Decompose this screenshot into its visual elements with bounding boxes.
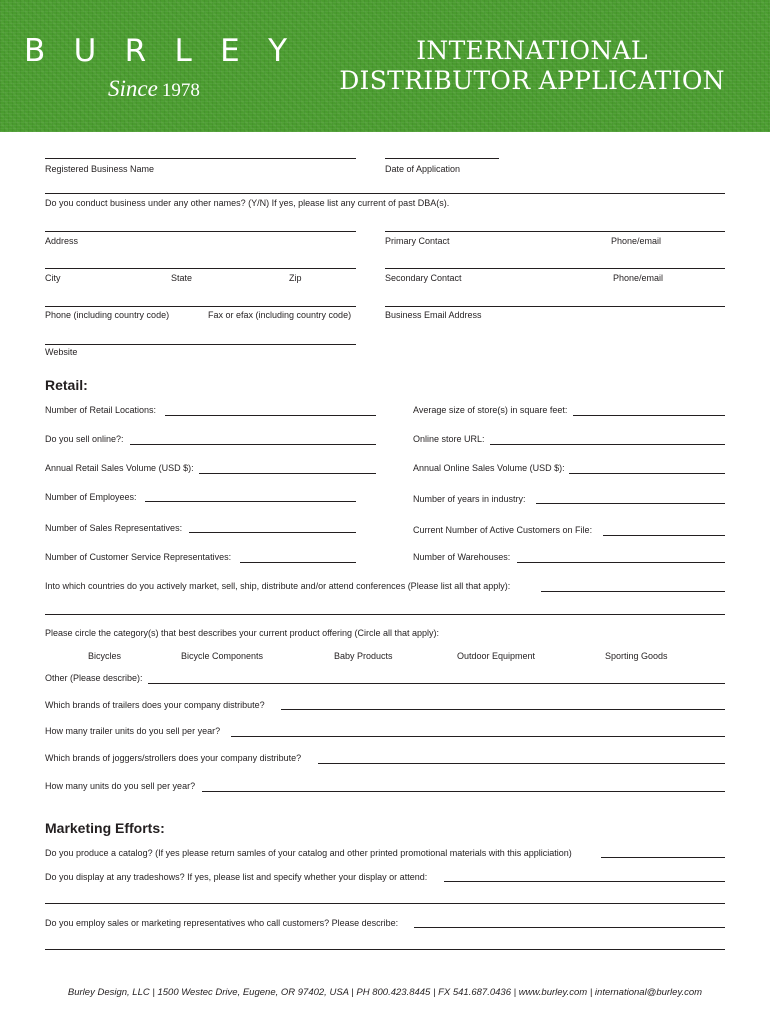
retail-locations-field[interactable] [165,415,376,416]
reps-field[interactable] [414,927,725,928]
trailer-units-label: How many trailer units do you sell per year? [45,726,221,736]
city-state-zip-field[interactable] [45,268,356,269]
countries-field[interactable] [541,591,725,592]
trailer-brands-label: Which brands of trailers does your company distribute? [45,700,265,710]
online-volume-field[interactable] [569,473,725,474]
store-url-label: Online store URL: [413,434,485,444]
tradeshows-field-2[interactable] [45,903,725,904]
tradeshows-field[interactable] [444,881,725,882]
category-outdoor-equipment[interactable]: Outdoor Equipment [457,651,536,661]
footer-contact: Burley Design, LLC | 1500 Westec Drive, Eugene, OR 97402, USA | PH 800.423.8445 | FX 541.687.0436 | www.burley.com | international@burley.com [67,987,703,998]
sell-online-label: Do you sell online?: [45,434,124,444]
business-name-field[interactable] [45,158,356,159]
secondary-contact-field[interactable] [385,268,725,269]
secondary-contact-label: Secondary Contact [385,273,462,283]
since-text: Since [108,76,158,101]
years-field[interactable] [536,503,725,504]
email-label: Business Email Address [385,310,482,320]
retail-volume-field[interactable] [199,473,376,474]
active-customers-field[interactable] [603,535,725,536]
retail-heading: Retail: [45,377,88,393]
online-volume-label: Annual Online Sales Volume (USD $): [413,463,565,473]
svg-text:BURLEY: BURLEY [24,36,296,66]
cs-reps-label: Number of Customer Service Representatives: [45,552,232,562]
countries-label: Into which countries do you actively market, sell, ship, distribute and/or attend conferences (Please list all that apply): [45,581,511,591]
since-tagline [108,76,200,102]
address-field[interactable] [45,231,356,232]
jogger-brands-label: Which brands of joggers/strollers does your company distribute? [45,753,302,763]
title-line-1: INTERNATIONAL [416,36,648,65]
category-baby-products[interactable]: Baby Products [334,651,393,661]
category-sporting-goods[interactable]: Sporting Goods [605,651,668,661]
retail-locations-label: Number of Retail Locations: [45,405,157,415]
units-field[interactable] [202,791,725,792]
reps-label: Do you employ sales or marketing representatives who call customers? Please describe: [45,918,399,928]
jogger-brands-field[interactable] [318,763,725,764]
phone-fax-field[interactable] [45,306,356,307]
phone-email-label-1: Phone/email [611,236,662,246]
page-title [316,36,748,96]
employees-label: Number of Employees: [45,492,137,502]
catalog-label: Do you produce a catalog? (If yes please return samles of your catalog and other printed promotional materials with this appliciation) [45,848,572,858]
other-label: Other (Please describe): [45,673,143,683]
other-field[interactable] [148,683,725,684]
state-label: State [171,273,193,283]
fax-label: Fax or efax (including country code) [208,310,352,320]
store-size-field[interactable] [573,415,725,416]
countries-field-2[interactable] [45,614,725,615]
zip-label: Zip [289,273,302,283]
trailer-units-field[interactable] [231,736,725,737]
catalog-field[interactable] [601,857,725,858]
date-label: Date of Application [385,164,461,174]
burley-logo [24,36,304,66]
store-size-label: Average size of store(s) in square feet: [413,405,568,415]
phone-email-label-2: Phone/email [613,273,664,283]
phone-label: Phone (including country code) [45,310,170,320]
employees-field[interactable] [145,501,356,502]
active-customers-label: Current Number of Active Customers on File: [413,525,593,535]
dba-field[interactable] [45,193,725,194]
header-banner [0,0,770,132]
dba-label: Do you conduct business under any other names? (Y/N) If yes, please list any current of past DBA(s). [45,198,450,208]
years-label: Number of years in industry: [413,494,526,504]
tradeshows-label: Do you display at any tradeshows? If yes, please list and specify whether your display or attend: [45,872,428,882]
cs-reps-field[interactable] [240,562,356,563]
city-label: City [45,273,61,283]
marketing-heading: Marketing Efforts: [45,820,165,836]
primary-contact-field[interactable] [385,231,725,232]
reps-field-2[interactable] [45,949,725,950]
sales-reps-label: Number of Sales Representatives: [45,523,183,533]
business-name-label: Registered Business Name [45,164,155,174]
sales-reps-field[interactable] [189,532,356,533]
category-bicycles[interactable]: Bicycles [88,651,122,661]
title-line-2: DISTRIBUTOR APPLICATION [339,66,725,95]
website-label: Website [45,347,78,357]
trailer-brands-field[interactable] [281,709,725,710]
website-field[interactable] [45,344,356,345]
email-field[interactable] [385,306,725,307]
address-label: Address [45,236,79,246]
date-field[interactable] [385,158,499,159]
warehouses-label: Number of Warehouses: [413,552,511,562]
store-url-field[interactable] [490,444,725,445]
category-prompt: Please circle the category(s) that best describes your current product offering (Circle all that apply): [45,628,440,638]
primary-contact-label: Primary Contact [385,236,450,246]
warehouses-field[interactable] [517,562,725,563]
since-year: 1978 [161,80,200,101]
retail-volume-label: Annual Retail Sales Volume (USD $): [45,463,194,473]
units-label: How many units do you sell per year? [45,781,196,791]
sell-online-field[interactable] [130,444,376,445]
category-bicycle-components[interactable]: Bicycle Components [181,651,264,661]
